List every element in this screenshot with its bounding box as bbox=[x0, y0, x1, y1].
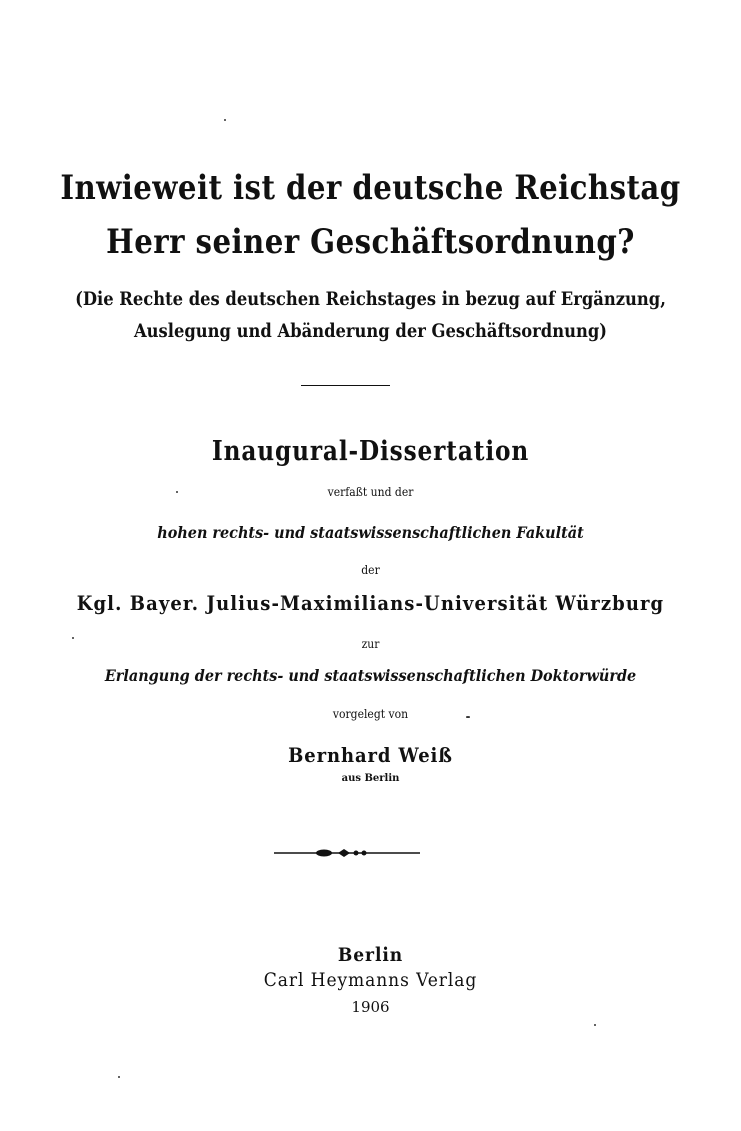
degree-text: Erlangung der rechts- und staatswissenschaftlichen Doktorwürde bbox=[104, 666, 637, 685]
print-speck bbox=[72, 637, 74, 639]
der-text: der bbox=[361, 563, 380, 577]
imprint-year: 1906 bbox=[351, 998, 390, 1016]
faculty-text: hohen rechts- und staatswissenschaftlichen Fakultät bbox=[157, 523, 584, 542]
vorgelegt-text: vorgelegt von bbox=[332, 707, 409, 721]
print-speck bbox=[176, 491, 178, 493]
title-line-1: Inwieweit ist der deutsche Reichstag bbox=[60, 168, 681, 208]
print-speck bbox=[118, 1076, 120, 1078]
author-name: Bernhard Weiß bbox=[288, 743, 453, 767]
author-origin: aus Berlin bbox=[341, 773, 400, 784]
university-name: Kgl. Bayer. Julius-Maximilians-Universität Würzburg bbox=[76, 591, 665, 615]
title-line-2: Herr seiner Geschäftsordnung? bbox=[106, 222, 635, 262]
ornament-rule-icon bbox=[272, 846, 422, 860]
divider-rule bbox=[301, 385, 390, 386]
imprint-city: Berlin bbox=[337, 944, 404, 966]
verfasst-text: verfaßt und der bbox=[327, 485, 414, 499]
dissertation-heading: Inaugural-Dissertation bbox=[211, 436, 530, 467]
subtitle-line-1: (Die Rechte des deutschen Reichstages in bezug auf Ergänzung, bbox=[75, 288, 666, 310]
print-speck bbox=[594, 1024, 596, 1026]
subtitle-line-2: Auslegung und Abänderung der Geschäftsordnung) bbox=[134, 320, 607, 342]
zur-text: zur bbox=[361, 637, 380, 651]
print-speck bbox=[466, 716, 470, 718]
print-speck bbox=[224, 119, 226, 121]
imprint-publisher: Carl Heymanns Verlag bbox=[263, 969, 478, 991]
